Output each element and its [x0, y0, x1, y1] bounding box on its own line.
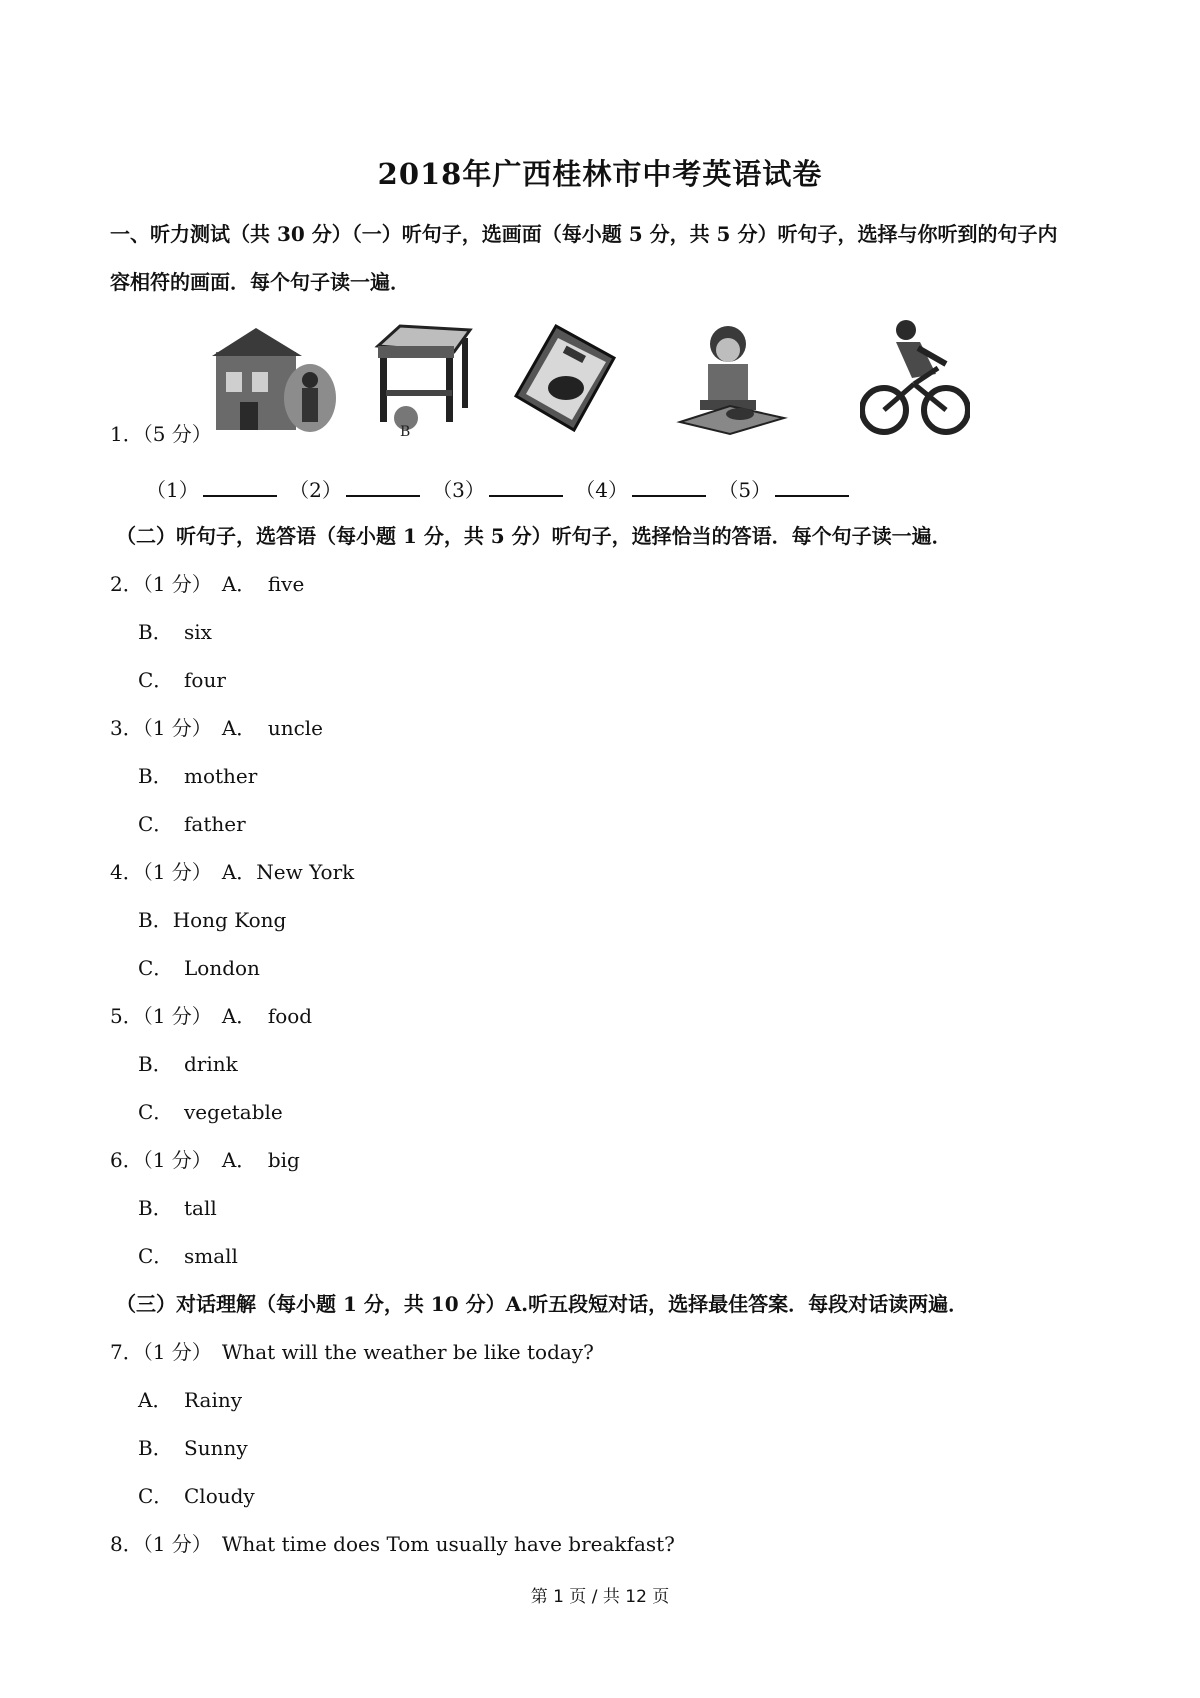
blank-label-3: （3）	[432, 478, 485, 502]
answer-blank[interactable]	[489, 477, 563, 497]
blank-label-5: （5）	[718, 478, 772, 502]
blank-label-2: （2）	[289, 478, 342, 502]
q1-label: 1．（5 分）	[110, 422, 212, 446]
section-1-heading-cont: 容相符的画面．每个句子读一遍．	[110, 270, 410, 294]
q5-option-c[interactable]: C． vegetable	[138, 1100, 283, 1124]
q3-option-c[interactable]: C． father	[138, 812, 246, 836]
question-5: 5．（1 分） A． food	[110, 1004, 313, 1028]
question-2: 2．（1 分） A． five	[110, 572, 305, 596]
picture-letter-b: B	[400, 424, 411, 440]
q7-option-b[interactable]: B． Sunny	[138, 1436, 248, 1460]
q6-option-b[interactable]: B． tall	[138, 1196, 217, 1220]
table-icon	[370, 318, 480, 440]
question-4: 4．（1 分） A．New York	[110, 860, 355, 884]
q5-option-b[interactable]: B． drink	[138, 1052, 238, 1076]
boy-reading-icon	[670, 318, 790, 440]
blank-label-4: （4）	[575, 478, 629, 502]
q4-option-b[interactable]: B．Hong Kong	[138, 908, 287, 932]
page-title: 2018年广西桂林市中考英语试卷	[377, 157, 823, 191]
picture-row	[210, 318, 1040, 440]
q7-option-c[interactable]: C． Cloudy	[138, 1484, 255, 1508]
question-6: 6．（1 分） A． big	[110, 1148, 300, 1172]
q1-answer-blanks	[146, 474, 855, 503]
answer-blank[interactable]	[632, 477, 706, 497]
q3-option-b[interactable]: B． mother	[138, 764, 258, 788]
section-3-heading: （三）对话理解（每小题 1 分，共 10 分）A.听五段短对话，选择最佳答案．每段对话读两遍．	[116, 1292, 969, 1316]
q2-option-c[interactable]: C． four	[138, 668, 226, 692]
house-with-person-icon	[210, 318, 340, 440]
question-8: 8．（1 分） What time does Tom usually have breakfast?	[110, 1532, 675, 1556]
question-3: 3．（1 分） A． uncle	[110, 716, 324, 740]
q7-option-a[interactable]: A． Rainy	[138, 1388, 243, 1412]
answer-blank[interactable]	[203, 477, 277, 497]
person-on-bicycle-icon	[860, 318, 970, 440]
book-cover-icon	[510, 318, 620, 440]
answer-blank[interactable]	[775, 477, 849, 497]
answer-blank[interactable]	[346, 477, 420, 497]
q4-option-c[interactable]: C． London	[138, 956, 260, 980]
q6-option-c[interactable]: C． small	[138, 1244, 238, 1268]
blank-label-1: （1）	[146, 478, 199, 502]
q2-option-b[interactable]: B． six	[138, 620, 212, 644]
section-1-heading: 一、听力测试（共 30 分）（一）听句子，选画面（每小题 5 分，共 5 分）听句子，选择与你听到的句子内	[110, 222, 1058, 246]
question-7: 7．（1 分） What will the weather be like today?	[110, 1340, 594, 1364]
section-2-heading: （二）听句子，选答语（每小题 1 分，共 5 分）听句子，选择恰当的答语．每个句子读一遍．	[116, 524, 952, 548]
page-footer: 第 1 页 / 共 12 页	[530, 1587, 670, 1607]
